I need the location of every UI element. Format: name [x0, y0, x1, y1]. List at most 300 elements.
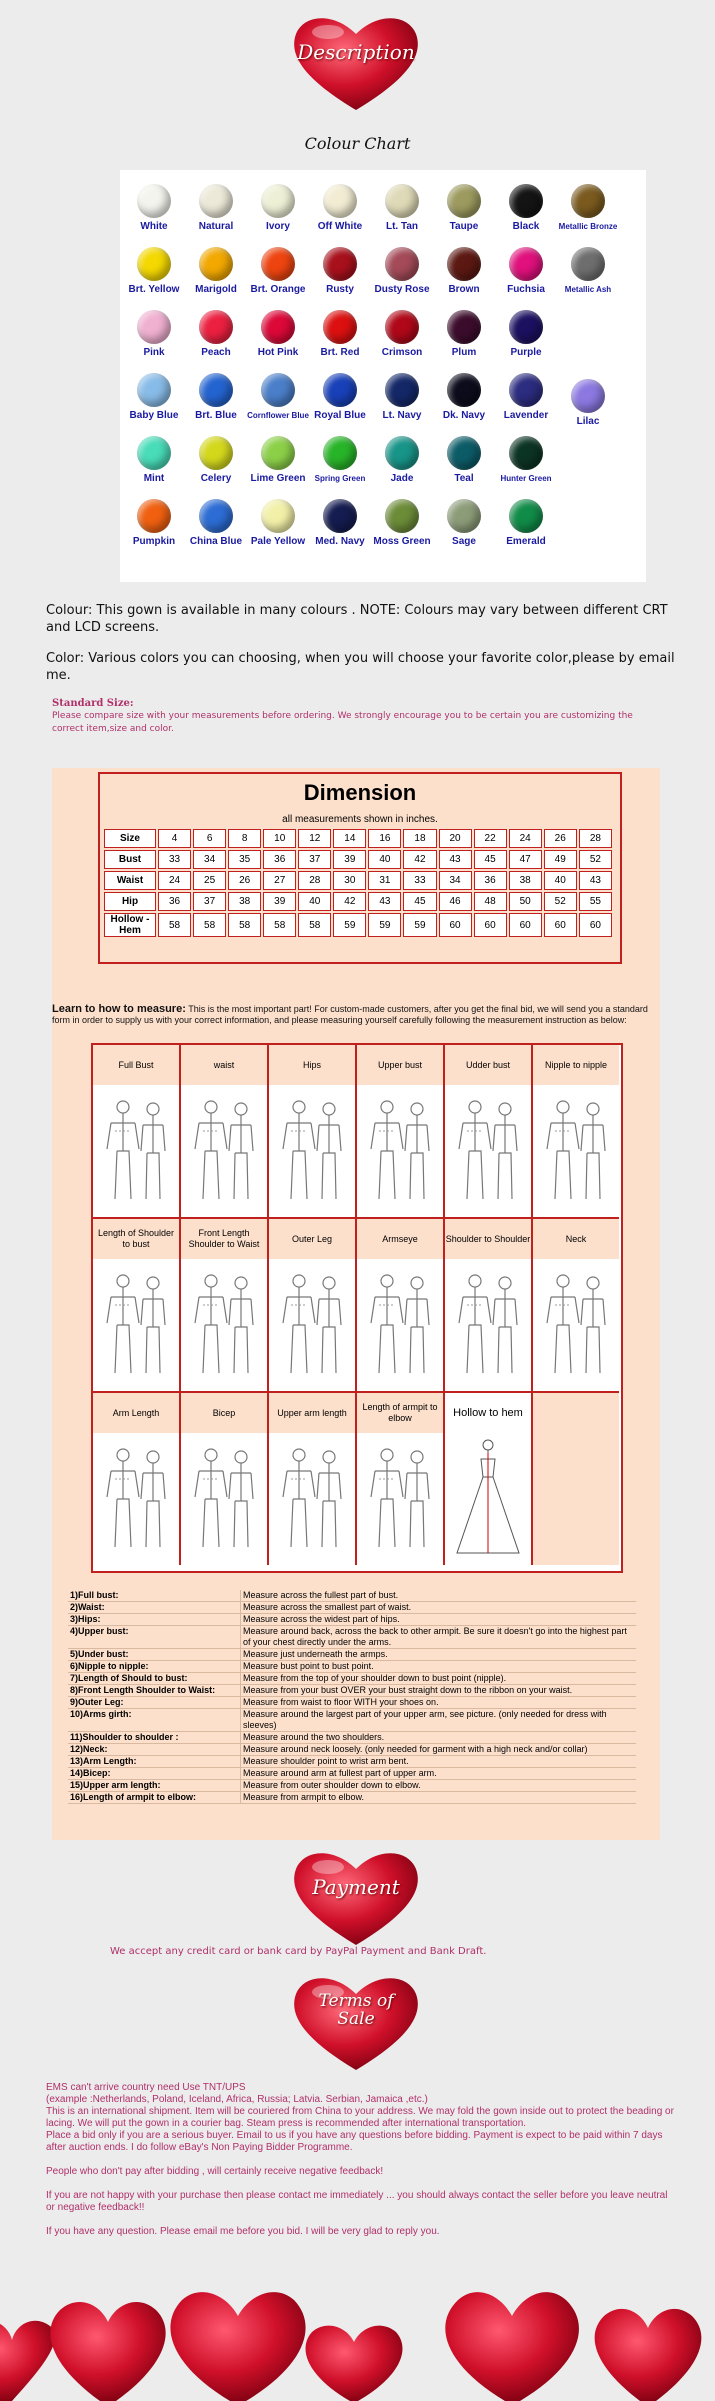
colour-dot [137, 499, 171, 533]
dimension-cell: 43 [368, 892, 401, 911]
measure-cell [445, 1393, 533, 1565]
colour-label: Black [512, 221, 540, 232]
colour-dot [447, 247, 481, 281]
colour-dot [137, 184, 171, 218]
colour-swatch [121, 310, 187, 358]
colour-label: Off White [317, 221, 363, 232]
colour-label: Rusty [326, 284, 354, 295]
measurement-key: 8)Front Length Shoulder to Waist: [68, 1685, 241, 1696]
colour-label: Lilac [576, 416, 600, 427]
colour-label: Pink [143, 347, 165, 358]
colour-dot [385, 310, 419, 344]
colour-label: Brt. Blue [195, 410, 237, 421]
colour-label: Emerald [506, 536, 546, 547]
measurement-row [68, 1744, 636, 1756]
measurement-row [68, 1649, 636, 1661]
colour-swatch [307, 499, 373, 547]
colour-swatch [121, 373, 187, 421]
dimension-cell: 43 [579, 871, 612, 890]
dimension-cell: 22 [474, 829, 507, 848]
payment-text: We accept any credit card or bank card by PayPal Payment and Bank Draft. [110, 1946, 487, 1957]
colour-swatch [183, 373, 249, 421]
dimension-cell: 59 [333, 913, 366, 937]
dimension-cell: 52 [544, 892, 577, 911]
measure-cell-label: Hips [269, 1045, 355, 1085]
measure-cell [357, 1393, 445, 1565]
colour-label: Metallic Bronze [558, 222, 618, 231]
colour-swatch [307, 184, 373, 232]
colour-label: China Blue [189, 536, 243, 547]
dimension-cell: 10 [263, 829, 296, 848]
colour-chart [120, 170, 646, 582]
measurement-key: 5)Under bust: [68, 1649, 241, 1660]
dimension-cell: 40 [298, 892, 331, 911]
measurement-row [68, 1768, 636, 1780]
measure-cell-label: Udder bust [445, 1045, 531, 1085]
dimension-row [104, 871, 612, 890]
measure-cell-label: Neck [533, 1219, 619, 1259]
colour-label: Baby Blue [129, 410, 179, 421]
colour-swatch [369, 499, 435, 547]
colour-swatch [307, 373, 373, 421]
colour-swatch [183, 310, 249, 358]
measure-cell [533, 1219, 619, 1393]
measurement-value: Measure from waist to floor WITH your shoes on. [243, 1697, 439, 1707]
dimension-row-label: Waist [104, 871, 156, 890]
measurement-row [68, 1602, 636, 1614]
colour-swatch [493, 436, 559, 484]
dimension-cell: 59 [403, 913, 436, 937]
colour-swatch [431, 499, 497, 547]
colour-label: Royal Blue [314, 410, 366, 421]
colour-dot [261, 499, 295, 533]
colour-swatch [431, 373, 497, 421]
colour-label: Pale Yellow [250, 536, 306, 547]
colour-label: Lt. Tan [385, 221, 419, 232]
measure-cell-label: Armseye [357, 1219, 443, 1259]
colour-swatch [493, 247, 559, 295]
measurement-value: Measure from your bust OVER your bust straight down to the ribbon on your waist. [243, 1685, 573, 1695]
dimension-cell: 46 [439, 892, 472, 911]
measure-cell [181, 1393, 269, 1565]
dimension-row-label: Size [104, 829, 156, 848]
measure-cell-label: Bicep [181, 1393, 267, 1433]
dimension-cell: 58 [158, 913, 191, 937]
colour-swatch [369, 310, 435, 358]
colour-swatch [245, 436, 311, 484]
colour-dot [385, 373, 419, 407]
measurement-row [68, 1792, 636, 1804]
measurement-key: 12)Neck: [68, 1744, 241, 1755]
colour-dot [385, 247, 419, 281]
measure-cell-label: Hollow to hem [445, 1393, 531, 1433]
dimension-cell: 58 [193, 913, 226, 937]
colour-label: Purple [510, 347, 542, 358]
banner-title: Description [297, 40, 415, 64]
colour-label: Cornflower Blue [247, 411, 309, 420]
banner-title [286, 1992, 426, 2028]
banner-title-line-2: Sale [337, 2009, 375, 2029]
measurement-list [68, 1590, 636, 1804]
dimension-row [104, 829, 612, 848]
measurement-value: Measure shoulder point to wrist arm bent. [243, 1756, 409, 1766]
colour-dot [447, 499, 481, 533]
colour-dot [261, 184, 295, 218]
measure-cell-label: Length of armpit to elbow [357, 1393, 443, 1433]
dimension-cell: 24 [158, 871, 191, 890]
colour-label: Peach [201, 347, 231, 358]
measure-cell [181, 1045, 269, 1219]
standard-size-title: Standard Size: [52, 698, 134, 709]
colour-swatch [369, 373, 435, 421]
measure-cell [269, 1219, 357, 1393]
colour-dot [571, 247, 605, 281]
dimension-cell: 34 [193, 850, 226, 869]
colour-label: Celery [200, 473, 232, 484]
measurement-value: Measure around the largest part of your upper arm, see picture. (only needed for dress with sleeves) [243, 1709, 607, 1730]
colour-dot [509, 436, 543, 470]
measurement-row [68, 1780, 636, 1792]
measurement-value: Measure bust point to bust point. [243, 1661, 374, 1671]
colour-dot [447, 184, 481, 218]
measure-cell-label: Full Bust [93, 1045, 179, 1085]
payment-banner [286, 1845, 426, 1949]
colour-dot [447, 310, 481, 344]
colour-swatch [183, 247, 249, 295]
colour-dot [261, 373, 295, 407]
dimension-cell: 16 [368, 829, 401, 848]
colour-label: Mint [143, 473, 165, 484]
dimension-cell: 59 [368, 913, 401, 937]
measurement-value: Measure across the smallest part of waist. [243, 1602, 412, 1612]
dimension-table-box [98, 772, 622, 964]
colour-label: Crimson [381, 347, 423, 358]
colour-dot [323, 499, 357, 533]
measurement-value: Measure from outer shoulder down to elbow. [243, 1780, 421, 1790]
dimension-cell: 38 [509, 871, 542, 890]
colour-swatch [245, 310, 311, 358]
dimension-cell: 4 [158, 829, 191, 848]
colour-label: Taupe [449, 221, 479, 232]
measure-cell [445, 1219, 533, 1393]
colour-label: Ivory [266, 221, 290, 232]
terms-paragraph: People who don't pay after bidding , will certainly receive negative feedback! [46, 2166, 384, 2177]
dimension-cell: 58 [263, 913, 296, 937]
dimension-cell: 39 [263, 892, 296, 911]
terms-text [46, 2082, 676, 2250]
dimension-cell: 30 [333, 871, 366, 890]
dimension-row [104, 892, 612, 911]
dimension-cell: 36 [158, 892, 191, 911]
colour-dot [199, 436, 233, 470]
colour-swatch [307, 310, 373, 358]
colour-swatch [555, 184, 621, 232]
colour-swatch [121, 499, 187, 547]
colour-swatch [493, 310, 559, 358]
dimension-cell: 37 [298, 850, 331, 869]
colour-dot [509, 310, 543, 344]
dimension-cell: 45 [474, 850, 507, 869]
colour-dot [261, 310, 295, 344]
measurement-key: 1)Full bust: [68, 1590, 241, 1601]
dimension-cell: 43 [439, 850, 472, 869]
colour-swatch [369, 184, 435, 232]
colour-swatch [307, 247, 373, 295]
dimension-cell: 24 [509, 829, 542, 848]
measure-cell [93, 1393, 181, 1565]
colour-label: Med. Navy [315, 536, 365, 547]
dimension-cell: 18 [403, 829, 436, 848]
dimension-cell: 27 [263, 871, 296, 890]
measurement-key: 16)Length of armpit to elbow: [68, 1792, 241, 1803]
dimension-subtitle: all measurements shown in inches. [282, 814, 438, 825]
colour-dot [385, 436, 419, 470]
colour-label: Marigold [195, 284, 237, 295]
colour-label: Pumpkin [132, 536, 176, 547]
measure-cell [93, 1219, 181, 1393]
measurement-value: Measure just underneath the armps. [243, 1649, 388, 1659]
dimension-cell: 48 [474, 892, 507, 911]
colour-dot [137, 436, 171, 470]
dimension-cell: 60 [509, 913, 542, 937]
dimension-cell: 49 [544, 850, 577, 869]
dimension-cell: 60 [579, 913, 612, 937]
colour-note: Colour: This gown is available in many colours . NOTE: Colours may vary between different CRT and LCD screens. [46, 603, 668, 635]
colour-label: Sage [452, 536, 476, 547]
measurement-row [68, 1614, 636, 1626]
dimension-cell: 60 [474, 913, 507, 937]
measurement-value: Measure around neck loosely. (only needed for garment with a high neck and/or collar) [243, 1744, 588, 1754]
dimension-cell: 26 [544, 829, 577, 848]
measurement-key: 15)Upper arm length: [68, 1780, 241, 1791]
dimension-cell: 31 [368, 871, 401, 890]
colour-swatch [431, 247, 497, 295]
measure-illustration-grid [91, 1043, 623, 1573]
colour-swatch [431, 436, 497, 484]
colour-dot [385, 184, 419, 218]
colour-dot [137, 373, 171, 407]
terms-paragraph: EMS can't arrive country need Use TNT/UPS (example :Netherlands, Poland, Iceland, Africa, Russia; Latvia. Serbian, Jamaica ,etc.) This is an international shipment. Item will be couriered from China to your address. We may fold the gown inside out to protect the beading or lacing. We will put the gown in a courier bag. Steam press is recommended after international transportation. Place a bid only if you are a serious buyer. Email to us if you have any questions before bidding. Payment is expect to be paid within 7 days after auction ends. I do follow eBay's Non Paying Bidder Programme. [46, 2082, 674, 2153]
dimension-cell: 28 [579, 829, 612, 848]
banner-title: Payment [312, 1875, 400, 1899]
measurement-row [68, 1732, 636, 1744]
colour-dot [509, 373, 543, 407]
dimension-cell: 26 [228, 871, 261, 890]
measure-cell-label: Shoulder to Shoulder [445, 1219, 531, 1259]
colour-dot [509, 247, 543, 281]
colour-dot [137, 247, 171, 281]
dimension-cell: 6 [193, 829, 226, 848]
dimension-cell: 45 [403, 892, 436, 911]
measure-cell-label: Length of Shoulder to bust [93, 1219, 179, 1259]
colour-label: Teal [454, 473, 474, 484]
colour-dot [199, 247, 233, 281]
dimension-table [102, 827, 614, 939]
colour-label: Moss Green [373, 536, 431, 547]
dimension-cell: 28 [298, 871, 331, 890]
measurement-key: 14)Bicep: [68, 1768, 241, 1779]
dimension-cell: 36 [474, 871, 507, 890]
colour-swatch [369, 247, 435, 295]
dimension-row [104, 850, 612, 869]
dimension-cell: 50 [509, 892, 542, 911]
colour-dot [199, 310, 233, 344]
dimension-cell: 42 [403, 850, 436, 869]
colour-label: Brt. Orange [250, 284, 306, 295]
colour-dot [509, 184, 543, 218]
measurement-value: Measure across the fullest part of bust. [243, 1590, 399, 1600]
measurement-row [68, 1626, 636, 1649]
colour-dot [261, 247, 295, 281]
measure-cell [269, 1045, 357, 1219]
colour-swatch [183, 184, 249, 232]
dimension-cell: 33 [158, 850, 191, 869]
measurement-key: 3)Hips: [68, 1614, 241, 1625]
colour-dot [199, 499, 233, 533]
measurement-key: 2)Waist: [68, 1602, 241, 1613]
standard-size-text: Please compare size with your measurements before ordering. We strongly encourage you to be certain you are customizing the correct item,size and color. [52, 711, 633, 734]
measurement-row [68, 1685, 636, 1697]
measurement-key: 10)Arms girth: [68, 1709, 241, 1731]
colour-label: Metallic Ash [564, 285, 612, 294]
colour-swatch [245, 373, 311, 421]
measure-cell-label: Front Length Shoulder to Waist [181, 1219, 267, 1259]
colour-label: Lime Green [250, 473, 306, 484]
measurement-row [68, 1697, 636, 1709]
measure-cell-label: Upper bust [357, 1045, 443, 1085]
colour-dot [447, 373, 481, 407]
colour-label: Brown [448, 284, 480, 295]
dimension-row-label: Bust [104, 850, 156, 869]
decorative-hearts-footer [0, 2270, 715, 2401]
dimension-cell: 20 [439, 829, 472, 848]
measure-cell-label: waist [181, 1045, 267, 1085]
colour-dot [323, 436, 357, 470]
dimension-cell: 14 [333, 829, 366, 848]
colour-swatch [493, 184, 559, 232]
measurement-value: Measure around back, across the back to other armpit. Be sure it doesn't go into the highest part of your chest directly under the arms. [243, 1626, 627, 1647]
measurement-row [68, 1661, 636, 1673]
colour-dot [447, 436, 481, 470]
dimension-cell: 60 [439, 913, 472, 937]
dimension-cell: 42 [333, 892, 366, 911]
colour-dot [323, 184, 357, 218]
colour-swatch [183, 499, 249, 547]
measurement-key: 4)Upper bust: [68, 1626, 241, 1648]
colour-swatch [431, 310, 497, 358]
dimension-cell: 25 [193, 871, 226, 890]
measurement-value: Measure from the top of your shoulder down to bust point (nipple). [243, 1673, 507, 1683]
dimension-cell: 60 [544, 913, 577, 937]
dimension-cell: 12 [298, 829, 331, 848]
dimension-row-label: Hollow -Hem [104, 913, 156, 937]
measurement-value: Measure around the two shoulders. [243, 1732, 385, 1742]
dimension-cell: 40 [544, 871, 577, 890]
colour-dot [199, 373, 233, 407]
description-banner [286, 10, 426, 114]
colour-swatch [369, 436, 435, 484]
measure-cell [93, 1045, 181, 1219]
terms-banner [286, 1970, 426, 2074]
dimension-row [104, 913, 612, 937]
colour-dot [385, 499, 419, 533]
measure-cell [445, 1045, 533, 1219]
colour-label: Dusty Rose [374, 284, 430, 295]
colour-dot [261, 436, 295, 470]
dimension-cell: 37 [193, 892, 226, 911]
measurement-key: 7)Length of Should to bust: [68, 1673, 241, 1684]
dimension-cell: 58 [298, 913, 331, 937]
colour-label: Hunter Green [500, 474, 552, 483]
colour-dot [571, 184, 605, 218]
colour-dot [323, 373, 357, 407]
measurement-key: 9)Outer Leg: [68, 1697, 241, 1708]
colour-dot [509, 499, 543, 533]
colour-dot [323, 247, 357, 281]
colour-swatch [493, 373, 559, 421]
colour-label: Natural [198, 221, 234, 232]
dimension-cell: 39 [333, 850, 366, 869]
colour-label: Plum [451, 347, 477, 358]
learn-text: This is the most important part! For custom-made customers, after you get the final bid, we will send you a standard form in order to supply us with your correct information, and please measuring yourself carefully following the measurement instruction as below: [52, 1004, 648, 1025]
colour-swatch [555, 379, 621, 427]
measure-cell-label: Outer Leg [269, 1219, 355, 1259]
colour-label: Fuchsia [507, 284, 545, 295]
colour-label: Brt. Red [320, 347, 360, 358]
measurement-row [68, 1673, 636, 1685]
colour-label: Spring Green [314, 474, 366, 483]
colour-swatch [307, 436, 373, 484]
colour-chart-title: Colour Chart [304, 134, 411, 153]
colour-dot [137, 310, 171, 344]
colour-swatch [555, 247, 621, 295]
dimension-cell: 8 [228, 829, 261, 848]
dimension-cell: 58 [228, 913, 261, 937]
color-note: Color: Various colors you can choosing, when you will choose your favorite color,please by email me. [46, 651, 675, 683]
dimension-cell: 35 [228, 850, 261, 869]
colour-swatch [493, 499, 559, 547]
measurement-key: 6)Nipple to nipple: [68, 1661, 241, 1672]
colour-swatch [121, 247, 187, 295]
measurement-row [68, 1709, 636, 1732]
colour-swatch [245, 184, 311, 232]
measurement-row [68, 1756, 636, 1768]
dimension-row-label: Hip [104, 892, 156, 911]
colour-label: White [140, 221, 168, 232]
size-section [52, 768, 660, 1840]
colour-swatch [245, 499, 311, 547]
measure-cell [357, 1045, 445, 1219]
measurement-value: Measure across the widest part of hips. [243, 1614, 400, 1624]
heart-icon [0, 2292, 701, 2401]
dimension-cell: 40 [368, 850, 401, 869]
colour-swatch [183, 436, 249, 484]
terms-paragraph: If you are not happy with your purchase then please contact me immediately ... you should always contact the seller before you leave neutral or negative feedback!! [46, 2190, 668, 2213]
colour-swatch [431, 184, 497, 232]
measure-cell [533, 1393, 619, 1565]
measure-cell [181, 1219, 269, 1393]
dimension-cell: 34 [439, 871, 472, 890]
measure-cell-label: Nipple to nipple [533, 1045, 619, 1085]
colour-dot [199, 184, 233, 218]
dimension-title: Dimension [303, 780, 417, 805]
colour-label: Lt. Navy [382, 410, 422, 421]
colour-label: Hot Pink [257, 347, 299, 358]
learn-title: Learn to how to measure: [52, 1003, 186, 1015]
colour-swatch [121, 184, 187, 232]
measure-cell [357, 1219, 445, 1393]
measurement-key: 13)Arm Length: [68, 1756, 241, 1767]
